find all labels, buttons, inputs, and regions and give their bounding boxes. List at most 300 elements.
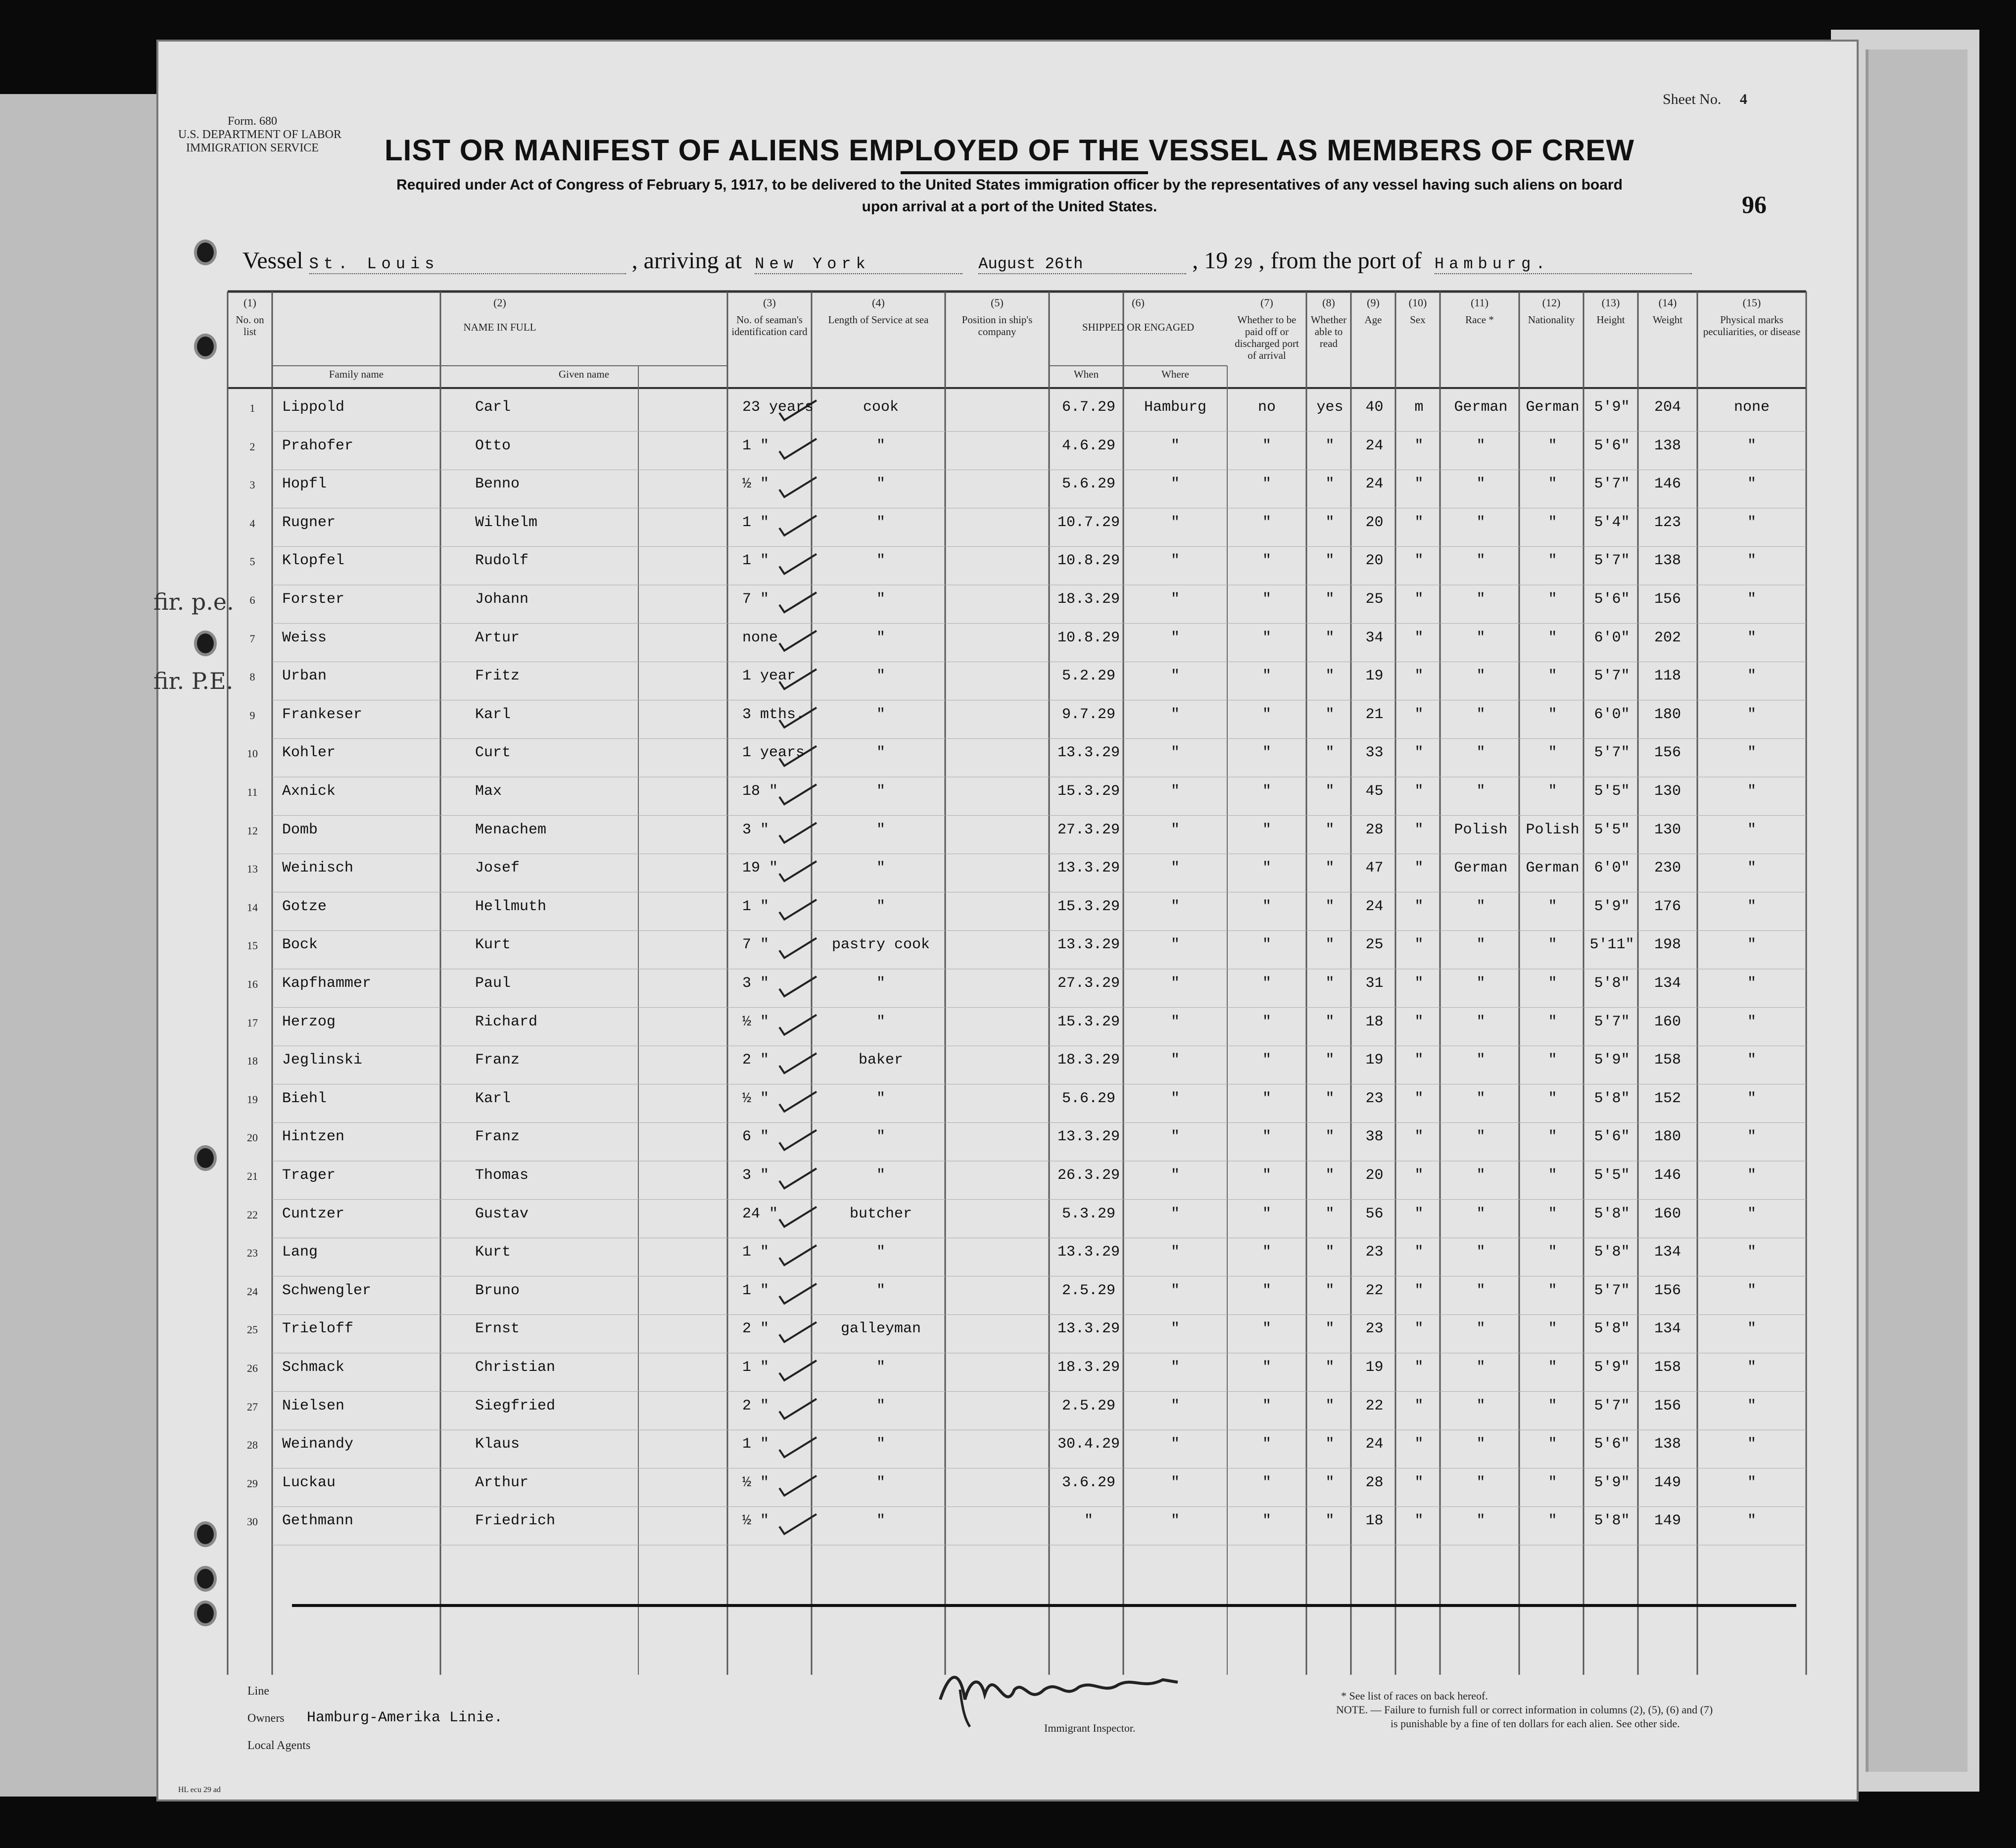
cell-position-in-ship: baker [858, 1052, 903, 1069]
cell-nationality: " [1548, 514, 1557, 531]
id-card-checkmark [779, 900, 816, 920]
subtitle-line-1: Required under Act of Congress of February 5, 1917, to be delivered to the United States immigration officer by the representatives of any vessel having such aliens on board [396, 177, 1623, 193]
cell-height: 5'7" [1594, 552, 1630, 570]
id-card-checkmark [779, 1322, 816, 1342]
subtitle-line-2: upon arrival at a port of the United States. [862, 198, 1157, 215]
cell-weight: 146 [1654, 1167, 1681, 1184]
row-number: 24 [247, 1285, 258, 1298]
cell-given-name: Kurt [475, 1244, 511, 1261]
cell-paid-off: " [1262, 1090, 1271, 1107]
row-number: 2 [249, 440, 255, 453]
cell-shipped-where: " [1170, 591, 1180, 608]
cell-length-of-service: 23 years [742, 399, 814, 416]
cell-age: 18 [1365, 1512, 1384, 1530]
cell-physical-marks: " [1747, 1090, 1756, 1107]
cell-nationality: " [1548, 1474, 1557, 1491]
cell-sex: " [1414, 1282, 1424, 1299]
cell-family-name: Kapfhammer [282, 975, 372, 992]
cell-age: 23 [1365, 1320, 1384, 1338]
cell-height: 5'5" [1594, 821, 1630, 838]
cell-height: 5'7" [1594, 1013, 1630, 1030]
cell-weight: 156 [1654, 744, 1681, 762]
row-number: 7 [249, 632, 255, 645]
column-header-8: Whether able to read [1310, 314, 1347, 349]
cell-height: 5'8" [1594, 1205, 1630, 1222]
id-card-checkmark [779, 592, 816, 612]
cell-position-in-ship: " [876, 1244, 885, 1261]
column-header-11: Race * [1465, 314, 1494, 326]
cell-height: 5'6" [1594, 437, 1630, 454]
id-card-checkmark [779, 976, 816, 996]
column-number-7: (7) [1260, 296, 1273, 309]
cell-shipped-where: " [1170, 1474, 1180, 1491]
cell-paid-off: " [1262, 1474, 1271, 1491]
column-number-5: (5) [991, 296, 1004, 309]
cell-height: 5'11" [1589, 936, 1634, 954]
cell-length-of-service: 1 " [742, 552, 769, 570]
cell-nationality: " [1548, 1205, 1557, 1222]
cell-weight: 138 [1654, 437, 1681, 454]
cell-shipped-where: " [1170, 1397, 1180, 1414]
cell-position-in-ship: " [876, 591, 885, 608]
cell-given-name: Johann [475, 591, 529, 608]
margin-note-row-7: fir. P.E. [153, 668, 234, 694]
id-card-checkmark [779, 784, 816, 804]
cell-nationality: " [1548, 629, 1557, 646]
cell-family-name: Forster [282, 591, 345, 608]
cell-given-name: Carl [475, 399, 511, 416]
cell-age: 23 [1365, 1090, 1384, 1107]
cell-given-name: Karl [475, 706, 511, 723]
cell-height: 5'7" [1594, 668, 1630, 685]
row-number: 27 [247, 1400, 258, 1413]
cell-family-name: Hopfl [282, 476, 327, 493]
cell-height: 5'8" [1594, 1320, 1630, 1338]
cell-shipped-when: 15.3.29 [1057, 1013, 1120, 1030]
cell-length-of-service: 1 " [742, 514, 769, 531]
cell-nationality: " [1548, 1436, 1557, 1453]
cell-sex: " [1414, 1167, 1424, 1184]
cell-sex: " [1414, 1244, 1424, 1261]
cell-able-to-read: " [1325, 1359, 1335, 1376]
subheader-when: When [1073, 368, 1099, 380]
cell-sex: " [1414, 1436, 1424, 1453]
cell-position-in-ship: " [876, 1474, 885, 1491]
cell-race: " [1476, 1436, 1486, 1453]
cell-shipped-where: " [1170, 821, 1180, 838]
cell-shipped-where: " [1170, 1052, 1180, 1069]
cell-age: 28 [1365, 1474, 1384, 1491]
from-port-label: , from the port of [1258, 247, 1422, 274]
cell-age: 25 [1365, 591, 1384, 608]
cell-height: 5'8" [1594, 975, 1630, 992]
cell-position-in-ship: " [876, 1167, 885, 1184]
cell-position-in-ship: " [876, 1436, 885, 1453]
cell-age: 24 [1365, 437, 1384, 454]
cell-paid-off: " [1262, 668, 1271, 685]
cell-shipped-where: " [1170, 706, 1180, 723]
column-header-2: NAME IN FULL [463, 321, 536, 333]
cell-length-of-service: 7 " [742, 936, 769, 954]
cell-given-name: Siegfried [475, 1397, 556, 1414]
subheader-family-name: Family name [329, 368, 384, 380]
column-number-11: (11) [1471, 296, 1488, 309]
cell-race: " [1476, 783, 1486, 800]
cell-shipped-when: 18.3.29 [1057, 1359, 1120, 1376]
column-header-13: Height [1596, 314, 1625, 326]
cell-shipped-where: " [1170, 552, 1180, 570]
cell-weight: 160 [1654, 1013, 1681, 1030]
cell-shipped-where: " [1170, 1128, 1180, 1146]
cell-able-to-read: " [1325, 783, 1335, 800]
cell-sex: " [1414, 591, 1424, 608]
cell-physical-marks: " [1747, 552, 1756, 570]
cell-able-to-read: " [1325, 975, 1335, 992]
cell-able-to-read: " [1325, 1052, 1335, 1069]
arrival-date: August 26th [978, 255, 1186, 274]
cell-family-name: Jeglinski [282, 1052, 363, 1069]
cell-sex: " [1414, 1090, 1424, 1107]
cell-physical-marks: " [1747, 1167, 1756, 1184]
note-line-1: NOTE. — Failure to furnish full or correct information in columns (2), (5), (6) and (7) [1336, 1703, 1713, 1716]
cell-weight: 134 [1654, 1320, 1681, 1338]
cell-nationality: " [1548, 783, 1557, 800]
cell-paid-off: " [1262, 552, 1271, 570]
cell-shipped-when: 27.3.29 [1057, 975, 1120, 992]
cell-physical-marks: " [1747, 936, 1756, 954]
cell-nationality: " [1548, 1359, 1557, 1376]
cell-shipped-when: 15.3.29 [1057, 783, 1120, 800]
cell-weight: 160 [1654, 1205, 1681, 1222]
cell-position-in-ship: " [876, 1397, 885, 1414]
cell-able-to-read: " [1325, 898, 1335, 915]
cell-nationality: " [1548, 744, 1557, 762]
cell-family-name: Herzog [282, 1013, 336, 1030]
cell-family-name: Urban [282, 668, 327, 685]
cell-shipped-when: 30.4.29 [1057, 1436, 1120, 1453]
cell-shipped-where: " [1170, 1512, 1180, 1530]
cell-age: 19 [1365, 1359, 1384, 1376]
cell-length-of-service: 1 " [742, 1359, 769, 1376]
cell-sex: " [1414, 514, 1424, 531]
column-header-12: Nationality [1528, 314, 1575, 326]
cell-position-in-ship: " [876, 514, 885, 531]
cell-shipped-where: " [1170, 1282, 1180, 1299]
cell-physical-marks: none [1733, 399, 1770, 416]
cell-nationality: " [1548, 552, 1557, 570]
id-card-checkmark [779, 1015, 816, 1035]
cell-able-to-read: " [1325, 1128, 1335, 1146]
cell-sex: " [1414, 1474, 1424, 1491]
column-header-10: Sex [1410, 314, 1426, 326]
row-number: 6 [249, 594, 255, 606]
cell-weight: 176 [1654, 898, 1681, 915]
cell-race: " [1476, 975, 1486, 992]
cell-weight: 134 [1654, 975, 1681, 992]
cell-shipped-when: 13.3.29 [1057, 936, 1120, 954]
binder-hole [194, 240, 217, 265]
binder-hole [194, 1521, 217, 1547]
cell-given-name: Karl [475, 1090, 511, 1107]
cell-given-name: Paul [475, 975, 511, 992]
cell-weight: 152 [1654, 1090, 1681, 1107]
cell-height: 5'9" [1594, 898, 1630, 915]
cell-race: " [1476, 668, 1486, 685]
cell-sex: " [1414, 706, 1424, 723]
cell-given-name: Fritz [475, 668, 520, 685]
cell-physical-marks: " [1747, 1282, 1756, 1299]
cell-weight: 156 [1654, 591, 1681, 608]
cell-nationality: " [1548, 437, 1557, 454]
column-header-7: Whether to be paid off or discharged port of arrival [1235, 314, 1299, 361]
cell-weight: 118 [1654, 668, 1681, 685]
id-card-checkmark [779, 1245, 816, 1265]
binder-hole [194, 631, 217, 656]
cell-physical-marks: " [1747, 898, 1756, 915]
column-number-12: (12) [1542, 296, 1561, 309]
cell-shipped-when: 9.7.29 [1061, 706, 1116, 723]
cell-family-name: Lang [282, 1244, 318, 1261]
row-number: 19 [247, 1093, 258, 1106]
row-number: 17 [247, 1016, 258, 1029]
vessel-name: St. Louis [309, 255, 626, 274]
cell-physical-marks: " [1747, 783, 1756, 800]
cell-length-of-service: 1 " [742, 898, 769, 915]
local-agents-label: Local Agents [247, 1739, 311, 1752]
cell-shipped-when: 13.3.29 [1057, 860, 1120, 877]
cell-physical-marks: " [1747, 1474, 1756, 1491]
cell-race: " [1476, 898, 1486, 915]
form-title: LIST OR MANIFEST OF ALIENS EMPLOYED OF THE VESSEL AS MEMBERS OF CREW [384, 134, 1634, 167]
cell-paid-off: " [1262, 1282, 1271, 1299]
cell-position-in-ship: " [876, 783, 885, 800]
cell-family-name: Nielsen [282, 1397, 345, 1414]
service-name: IMMIGRATION SERVICE [186, 142, 319, 154]
owners-value: Hamburg-Amerika Linie. [307, 1709, 503, 1726]
cell-given-name: Hellmuth [475, 898, 547, 915]
cell-nationality: " [1548, 591, 1557, 608]
cell-age: 31 [1365, 975, 1384, 992]
cell-paid-off: " [1262, 898, 1271, 915]
cell-paid-off: " [1262, 1205, 1271, 1222]
column-number-15: (15) [1742, 296, 1761, 309]
cell-physical-marks: " [1747, 629, 1756, 646]
cell-given-name: Klaus [475, 1436, 520, 1453]
cell-paid-off: " [1262, 783, 1271, 800]
row-number: 11 [247, 786, 258, 798]
cell-position-in-ship: " [876, 668, 885, 685]
cell-position-in-ship: " [876, 744, 885, 762]
subheader-where: Where [1161, 368, 1189, 380]
cell-shipped-when: 10.7.29 [1057, 514, 1120, 531]
cell-position-in-ship: " [876, 476, 885, 493]
cell-family-name: Domb [282, 821, 318, 838]
cell-sex: " [1414, 898, 1424, 915]
row-number: 15 [247, 939, 258, 952]
row-number: 22 [247, 1208, 258, 1221]
binder-hole [194, 1601, 217, 1626]
cell-height: 5'8" [1594, 1244, 1630, 1261]
cell-nationality: German [1526, 399, 1580, 416]
cell-able-to-read: " [1325, 1205, 1335, 1222]
cell-given-name: Benno [475, 476, 520, 493]
note-line-2: is punishable by a fine of ten dollars for each alien. See other side. [1391, 1717, 1680, 1730]
cell-weight: 180 [1654, 706, 1681, 723]
form-subtitle [233, 174, 1786, 218]
cell-given-name: Ernst [475, 1320, 520, 1338]
cell-weight: 134 [1654, 1244, 1681, 1261]
cell-age: 38 [1365, 1128, 1384, 1146]
cell-paid-off: " [1262, 1397, 1271, 1414]
cell-shipped-where: " [1170, 668, 1180, 685]
cell-age: 19 [1365, 1052, 1384, 1069]
id-card-checkmark [779, 477, 816, 497]
cell-given-name: Bruno [475, 1282, 520, 1299]
owners-label: Owners [247, 1712, 285, 1725]
column-header-4: Length of Service at sea [828, 314, 929, 326]
cell-physical-marks: " [1747, 821, 1756, 838]
cell-family-name: Hintzen [282, 1128, 345, 1146]
cell-age: 20 [1365, 552, 1384, 570]
cell-physical-marks: " [1747, 1052, 1756, 1069]
cell-sex: " [1414, 1512, 1424, 1530]
cell-shipped-when: " [1084, 1512, 1093, 1530]
cell-shipped-when: 10.8.29 [1057, 629, 1120, 646]
cell-shipped-where: " [1170, 514, 1180, 531]
cell-paid-off: " [1262, 1320, 1271, 1338]
cell-family-name: Weinandy [282, 1436, 354, 1453]
cell-given-name: Otto [475, 437, 511, 454]
cell-length-of-service: ½ " [742, 1090, 769, 1107]
column-number-8: (8) [1322, 296, 1335, 309]
cell-length-of-service: ½ " [742, 1512, 769, 1530]
cell-age: 22 [1365, 1282, 1384, 1299]
cell-paid-off: " [1262, 1167, 1271, 1184]
cell-physical-marks: " [1747, 476, 1756, 493]
column-number-3: (3) [763, 296, 776, 309]
cell-length-of-service: 2 " [742, 1320, 769, 1338]
cell-family-name: Schwengler [282, 1282, 372, 1299]
cell-shipped-when: 26.3.29 [1057, 1167, 1120, 1184]
cell-weight: 158 [1654, 1052, 1681, 1069]
cell-shipped-when: 18.3.29 [1057, 591, 1120, 608]
cell-weight: 158 [1654, 1359, 1681, 1376]
cell-weight: 149 [1654, 1512, 1681, 1530]
line-label: Line [247, 1685, 269, 1698]
cell-age: 47 [1365, 860, 1384, 877]
cell-length-of-service: 24 " [742, 1205, 778, 1222]
cell-given-name: Artur [475, 629, 520, 646]
cell-shipped-when: 13.3.29 [1057, 744, 1120, 762]
id-card-checkmark [779, 1437, 816, 1457]
row-number: 23 [247, 1247, 258, 1260]
cell-height: 6'0" [1594, 860, 1630, 877]
cell-position-in-ship: " [876, 1359, 885, 1376]
cell-sex: " [1414, 437, 1424, 454]
cell-sex: " [1414, 1359, 1424, 1376]
vessel-line [242, 247, 1692, 274]
cell-position-in-ship: " [876, 437, 885, 454]
cell-given-name: Franz [475, 1128, 520, 1146]
cell-paid-off: " [1262, 1512, 1271, 1530]
cell-sex: " [1414, 1013, 1424, 1030]
cell-height: 5'9" [1594, 1474, 1630, 1491]
cell-length-of-service: 1 " [742, 1282, 769, 1299]
cell-able-to-read: " [1325, 1167, 1335, 1184]
cell-able-to-read: " [1325, 591, 1335, 608]
cell-physical-marks: " [1747, 1436, 1756, 1453]
cell-race: " [1476, 514, 1486, 531]
cell-race: German [1454, 399, 1508, 416]
cell-paid-off: " [1262, 514, 1271, 531]
cell-nationality: " [1548, 1320, 1557, 1338]
cell-able-to-read: " [1325, 1436, 1335, 1453]
id-card-checkmark [779, 1284, 816, 1304]
cell-sex: " [1414, 629, 1424, 646]
cell-age: 19 [1365, 668, 1384, 685]
id-card-checkmark [779, 439, 816, 459]
cell-age: 34 [1365, 629, 1384, 646]
back-sheet-right-edge [1866, 49, 1968, 1772]
cell-given-name: Rudolf [475, 552, 529, 570]
cell-nationality: " [1548, 1167, 1557, 1184]
cell-physical-marks: " [1747, 1397, 1756, 1414]
id-card-checkmark [779, 1361, 816, 1380]
cell-paid-off: " [1262, 975, 1271, 992]
cell-family-name: Axnick [282, 783, 336, 800]
id-card-checkmark [779, 631, 816, 651]
cell-age: 33 [1365, 744, 1384, 762]
cell-weight: 149 [1654, 1474, 1681, 1491]
cell-nationality: " [1548, 1282, 1557, 1299]
cell-weight: 130 [1654, 783, 1681, 800]
cell-paid-off: " [1262, 629, 1271, 646]
races-note: * See list of races on back hereof. [1341, 1690, 1488, 1702]
cell-paid-off: " [1262, 1436, 1271, 1453]
cell-height: 5'7" [1594, 1397, 1630, 1414]
row-number: 30 [247, 1515, 258, 1528]
cell-position-in-ship: galleyman [840, 1320, 921, 1338]
cell-height: 5'7" [1594, 1282, 1630, 1299]
cell-nationality: " [1548, 1244, 1557, 1261]
cell-position-in-ship: pastry cook [831, 936, 930, 954]
cell-sex: " [1414, 668, 1424, 685]
cell-height: 5'5" [1594, 1167, 1630, 1184]
cell-nationality: " [1548, 476, 1557, 493]
cell-age: 20 [1365, 1167, 1384, 1184]
id-card-checkmark [779, 554, 816, 574]
column-number-6: (6) [1132, 296, 1145, 309]
cell-age: 25 [1365, 936, 1384, 954]
cell-race: " [1476, 1167, 1486, 1184]
cell-weight: 198 [1654, 936, 1681, 954]
cell-weight: 202 [1654, 629, 1681, 646]
cell-given-name: Kurt [475, 936, 511, 954]
id-card-checkmark [779, 1514, 816, 1534]
cell-position-in-ship: " [876, 1512, 885, 1530]
cell-able-to-read: " [1325, 514, 1335, 531]
cell-length-of-service: ½ " [742, 476, 769, 493]
cell-family-name: Luckau [282, 1474, 336, 1491]
cell-physical-marks: " [1747, 1359, 1756, 1376]
cell-height: 5'8" [1594, 1090, 1630, 1107]
cell-family-name: Weiss [282, 629, 327, 646]
cell-length-of-service: 3 mths. [742, 706, 805, 723]
cell-paid-off: " [1262, 821, 1271, 838]
cell-shipped-when: 27.3.29 [1057, 821, 1120, 838]
inspector-label: Immigrant Inspector. [1044, 1722, 1136, 1734]
binder-hole [194, 1566, 217, 1592]
